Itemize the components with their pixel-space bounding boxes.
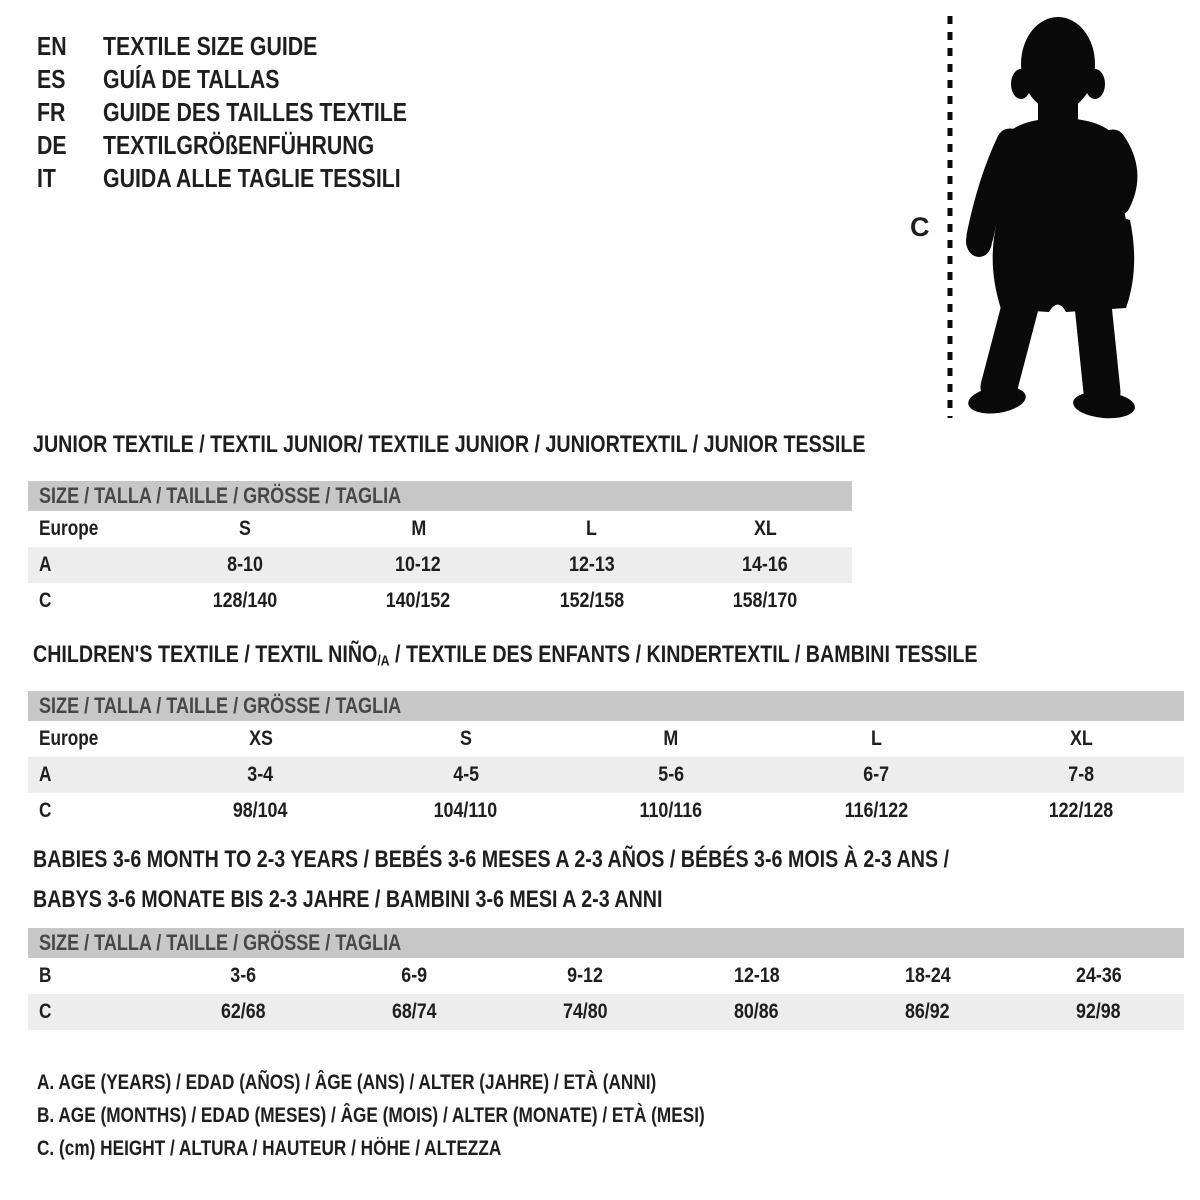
language-title: GUÍA DE TALLAS bbox=[103, 64, 280, 94]
language-title: TEXTILGRÖßENFÜHRUNG bbox=[103, 130, 375, 160]
height-cell: 92/98 bbox=[1076, 1000, 1121, 1023]
table-row-age bbox=[28, 547, 852, 583]
height-cell: 80/86 bbox=[734, 1000, 779, 1023]
months-cell: 6-9 bbox=[401, 964, 428, 987]
height-measure-label: C bbox=[910, 212, 930, 242]
legend-line-a: A. AGE (YEARS) / EDAD (AÑOS) / ÂGE (ANS) / ALTER (JAHRE) / ETÀ (ANNI) bbox=[37, 1071, 657, 1094]
height-cell: 140/152 bbox=[385, 589, 451, 612]
junior-size-table bbox=[28, 481, 852, 619]
babies-size-table bbox=[28, 928, 1184, 1030]
language-code: ES bbox=[37, 64, 66, 94]
table-header-text: SIZE / TALLA / TAILLE / GRÖSSE / TAGLIA bbox=[39, 930, 402, 955]
section-heading-line1: BABIES 3-6 MONTH TO 2-3 YEARS / BEBÉS 3-6 MESES A 2-3 AÑOS / BÉBÉS 3-6 MOIS À 2-3 ANS / bbox=[33, 846, 950, 873]
section-heading-text: JUNIOR TEXTILE / TEXTIL JUNIOR/ TEXTILE JUNIOR / JUNIORTEXTIL / JUNIOR TESSILE bbox=[33, 431, 866, 458]
size-cell: L bbox=[870, 727, 882, 750]
row-label: A bbox=[39, 553, 52, 576]
legend bbox=[37, 1066, 851, 1165]
section-heading-babies bbox=[33, 840, 1150, 920]
age-cell: 3-4 bbox=[247, 763, 274, 786]
height-cell: 104/110 bbox=[434, 799, 498, 822]
size-cell: S bbox=[238, 517, 251, 540]
months-cell: 3-6 bbox=[230, 964, 257, 987]
legend-line-c: C. (cm) HEIGHT / ALTURA / HAUTEUR / HÖHE / ALTEZZA bbox=[37, 1137, 502, 1160]
language-code: FR bbox=[37, 97, 66, 127]
table-header-text: SIZE / TALLA / TAILLE / GRÖSSE / TAGLIA bbox=[39, 693, 402, 718]
height-cell: 74/80 bbox=[563, 1000, 608, 1023]
language-code: IT bbox=[37, 163, 56, 193]
table-header-bar bbox=[28, 481, 852, 511]
height-cell: 62/68 bbox=[221, 1000, 266, 1023]
row-label: Europe bbox=[39, 727, 99, 750]
table-row-height bbox=[28, 793, 1184, 829]
height-cell: 128/140 bbox=[212, 589, 278, 612]
months-cell: 9-12 bbox=[567, 964, 604, 987]
age-cell: 8-10 bbox=[226, 553, 263, 576]
row-label: C bbox=[39, 589, 52, 612]
size-cell: XS bbox=[248, 727, 273, 750]
height-cell: 152/158 bbox=[559, 589, 625, 612]
age-cell: 14-16 bbox=[742, 553, 789, 576]
language-title-list bbox=[37, 30, 474, 195]
age-cell: 12-13 bbox=[568, 553, 615, 576]
section-heading-line2: BABYS 3-6 MONATE BIS 2-3 JAHRE / BAMBINI 3-6 MESI A 2-3 ANNI bbox=[33, 886, 663, 913]
row-label: C bbox=[39, 799, 52, 822]
table-row-months bbox=[28, 958, 1184, 994]
height-cell: 110/116 bbox=[639, 799, 703, 822]
row-label: B bbox=[39, 964, 52, 987]
age-cell: 10-12 bbox=[395, 553, 442, 576]
age-cell: 5-6 bbox=[658, 763, 684, 786]
table-row-height bbox=[28, 583, 852, 619]
age-cell: 6-7 bbox=[863, 763, 890, 786]
size-cell: M bbox=[663, 727, 679, 750]
table-header-bar bbox=[28, 928, 1184, 958]
height-cell: 116/122 bbox=[844, 799, 908, 822]
language-title: GUIDE DES TAILLES TEXTILE bbox=[103, 97, 408, 127]
language-row-es bbox=[37, 63, 474, 96]
age-cell: 7-8 bbox=[1068, 763, 1095, 786]
children-size-table bbox=[28, 691, 1184, 829]
row-label: C bbox=[39, 1000, 52, 1023]
section-heading-junior bbox=[33, 431, 1048, 459]
size-cell: M bbox=[410, 517, 426, 540]
language-row-en bbox=[37, 30, 474, 63]
size-cell: L bbox=[586, 517, 598, 540]
height-cell: 122/128 bbox=[1049, 799, 1114, 822]
language-row-fr bbox=[37, 96, 474, 129]
language-code: DE bbox=[37, 130, 67, 160]
age-cell: 4-5 bbox=[452, 763, 479, 786]
size-cell: XL bbox=[1069, 727, 1093, 750]
legend-line-b: B. AGE (MONTHS) / EDAD (MESES) / ÂGE (MOIS) / ALTER (MONATE) / ETÀ (MESI) bbox=[37, 1104, 705, 1127]
height-cell: 86/92 bbox=[905, 1000, 950, 1023]
table-row-height bbox=[28, 994, 1184, 1030]
table-row-age bbox=[28, 757, 1184, 793]
table-header-text: SIZE / TALLA / TAILLE / GRÖSSE / TAGLIA bbox=[39, 483, 402, 508]
section-heading-children bbox=[33, 641, 1185, 675]
row-label: A bbox=[39, 763, 52, 786]
row-label: Europe bbox=[39, 517, 99, 540]
language-row-it bbox=[37, 162, 474, 195]
size-cell: S bbox=[459, 727, 472, 750]
language-title: GUIDA ALLE TAGLIE TESSILI bbox=[103, 163, 401, 193]
table-header-bar bbox=[28, 691, 1184, 721]
months-cell: 12-18 bbox=[733, 964, 780, 987]
section-heading-text: CHILDREN'S TEXTILE / TEXTIL NIÑO/A / TEXTILE DES ENFANTS / KINDERTEXTIL / BAMBINI TESSILE bbox=[33, 641, 978, 670]
toddler-silhouette-icon bbox=[966, 17, 1136, 421]
language-row-de bbox=[37, 129, 474, 162]
language-title: TEXTILE SIZE GUIDE bbox=[103, 31, 318, 61]
height-cell: 98/104 bbox=[233, 799, 288, 822]
height-cell: 158/170 bbox=[732, 589, 798, 612]
table-row-europe bbox=[28, 721, 1184, 757]
language-code: EN bbox=[37, 31, 67, 61]
height-cell: 68/74 bbox=[392, 1000, 437, 1023]
size-cell: XL bbox=[753, 517, 777, 540]
table-row-europe bbox=[28, 511, 852, 547]
heading-subscript: /A bbox=[377, 653, 390, 670]
months-cell: 18-24 bbox=[904, 964, 951, 987]
months-cell: 24-36 bbox=[1075, 964, 1122, 987]
